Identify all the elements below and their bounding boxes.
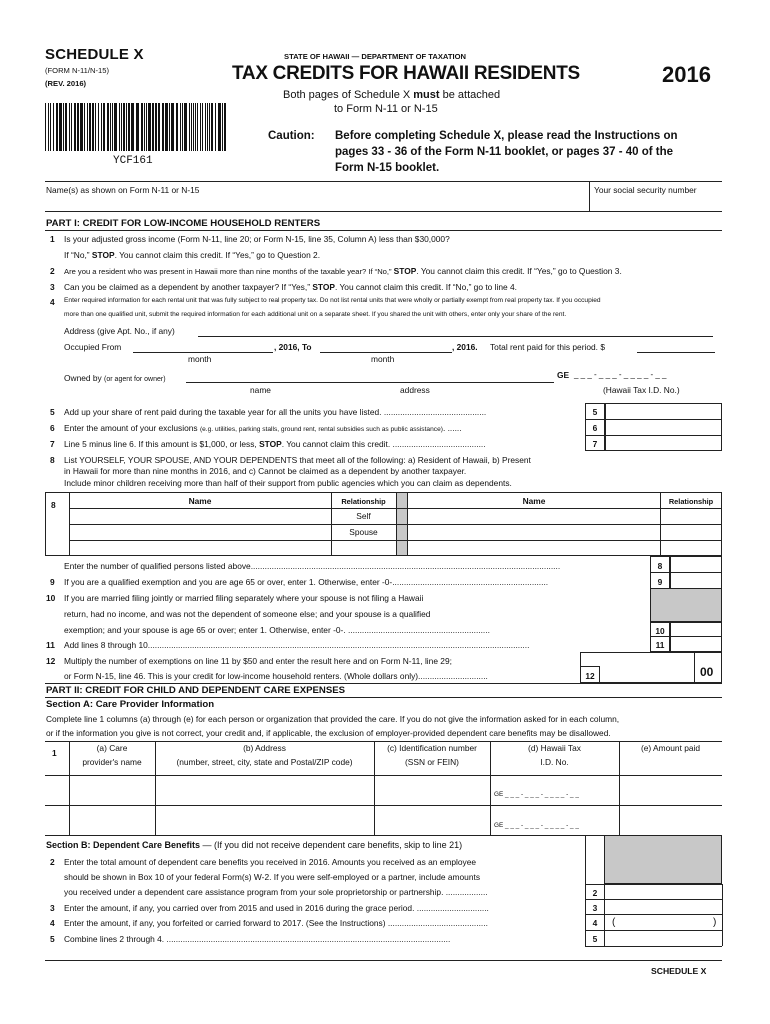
footer-schedule: SCHEDULE X: [651, 966, 707, 976]
cents-label: 00: [700, 665, 714, 679]
barcode-image: [45, 103, 227, 151]
line7-text: Line 5 minus line 6. If this amount is $1,000, or less, STOP. You cannot claim this credit. ........................................: [64, 439, 486, 449]
b4-box-label: 4: [592, 918, 598, 928]
provider-row-number: 1: [52, 748, 57, 758]
provider2-tax-id-input[interactable]: GE _ _ _ - _ _ _ - _ _ _ _ - _ _: [494, 822, 579, 829]
dependent-name-input[interactable]: [71, 542, 329, 555]
q2-number: 2: [50, 266, 55, 276]
line5-box-label: 5: [592, 407, 598, 417]
b3-amount-input[interactable]: [606, 901, 720, 913]
b5-number: 5: [50, 934, 55, 944]
line11-text: Add lines 8 through 10....................................................................................................................................................................: [64, 640, 530, 650]
b2-box-label: 2: [592, 888, 598, 898]
provider1-id-input[interactable]: [376, 777, 488, 803]
barcode-text: YCF161: [113, 155, 153, 167]
b2-text-3: you received under a dependent care assistance program from your sole proprietorship or partnership. ..................: [64, 887, 488, 897]
provider2-name-input[interactable]: [71, 807, 153, 833]
month-caption-1: month: [188, 354, 212, 364]
total-rent-input[interactable]: [637, 352, 715, 353]
section-b-shaded-area: [604, 835, 722, 884]
b2-text-2: should be shown in Box 10 of your federal Form(s) W-2. If you were self-employed or a partner, include amounts: [64, 872, 481, 882]
occupied-from-label: Occupied From: [64, 342, 122, 352]
q4-text-1: Enter required information for each rental unit that was fully subject to real property tax. Do not list rental units that were wholly or partially exempt from real property tax. If you occupied: [64, 297, 601, 304]
line8-number: 8: [50, 455, 55, 465]
line10-text-3: exemption; and your spouse is age 65 or over; enter 1. Otherwise, enter -0-. .............................................................: [64, 625, 490, 635]
owner-input[interactable]: [186, 382, 554, 383]
col-relationship2-header: Relationship: [668, 497, 714, 506]
section-a-title: Section A: Care Provider Information: [46, 699, 215, 710]
month-caption-2: month: [371, 354, 395, 364]
line7-amount-input[interactable]: [607, 437, 719, 449]
revision: (REV. 2016): [45, 79, 87, 88]
ssn-input[interactable]: [594, 195, 720, 209]
hawaii-tax-id-input[interactable]: _ _ _ - _ _ _ - _ _ _ _ - _ _: [574, 370, 667, 379]
b5-amount-input[interactable]: [606, 932, 720, 944]
col-a-header-2: provider's name: [82, 757, 142, 767]
caution-text-2: pages 33 - 36 of the Form N-11 booklet, or pages 37 - 40 of the: [335, 146, 674, 158]
b4-paren-right: ): [713, 917, 717, 928]
total-rent-label: Total rent paid for this period. $: [490, 342, 605, 352]
occupied-year-end: , 2016.: [452, 342, 478, 352]
line9-input[interactable]: [672, 574, 720, 586]
attach-note-2: to Form N-11 or N-15: [334, 103, 438, 115]
provider1-address-input[interactable]: [157, 777, 372, 803]
b4-paren-left: (: [612, 917, 616, 928]
self-label: Self: [356, 511, 371, 521]
owner-name-caption: name: [250, 385, 271, 395]
name-label: Name(s) as shown on Form N-11 or N-15: [46, 185, 200, 195]
b5-box-label: 5: [592, 934, 598, 944]
line8b-text: Enter the number of qualified persons listed above.....................................................................................................................................: [64, 561, 561, 571]
b4-text: Enter the amount, if any, you forfeited or carried forward to 2017. (See the Instructions) ...........................................: [64, 918, 488, 928]
line10-shaded-area: [650, 588, 722, 622]
spouse-name-input[interactable]: [71, 526, 329, 539]
caution-text-3: Form N-15 booklet.: [335, 162, 440, 174]
provider2-id-input[interactable]: [376, 807, 488, 833]
provider1-amount-input[interactable]: [621, 777, 720, 803]
b2-number: 2: [50, 857, 55, 867]
provider1-name-input[interactable]: [71, 777, 153, 803]
col-b-header-2: (number, street, city, state and Postal/ZIP code): [176, 757, 353, 767]
schedule-label: SCHEDULE X: [45, 46, 144, 63]
occupied-from-input[interactable]: [133, 352, 273, 353]
provider2-address-input[interactable]: [157, 807, 372, 833]
agency-name: STATE OF HAWAII — DEPARTMENT OF TAXATION: [284, 52, 466, 61]
col-c-header-2: (SSN or FEIN): [405, 757, 459, 767]
line9-box-label: 9: [657, 577, 663, 587]
barcode: [45, 103, 227, 151]
part2-instructions-1: Complete line 1 columns (a) through (e) for each person or organization that provided the care. If you do not give the information asked for in each column,: [46, 714, 620, 724]
line10-text-2: return, had no income, and was not the dependent of someone else; and your spouse is a qualified: [64, 609, 431, 619]
line11-number: 11: [46, 640, 55, 650]
form-number: (FORM N-11/N-15): [45, 66, 109, 75]
table-row-number: 8: [51, 500, 56, 510]
occupied-to-input[interactable]: [320, 352, 452, 353]
line6-amount-input[interactable]: [607, 421, 719, 433]
col-e-header: (e) Amount paid: [640, 743, 701, 753]
q1-text: Is your adjusted gross income (Form N-11, line 20; or Form N-15, line 35, Column A) less than $30,000?: [64, 234, 450, 244]
line5-number: 5: [50, 407, 55, 417]
line12-amount-input[interactable]: [601, 654, 692, 681]
b2-amount-input[interactable]: [606, 886, 720, 898]
line8-text-1: List YOURSELF, YOUR SPOUSE, AND YOUR DEPENDENTS that meet all of the following: a) Resident of Hawaii, b) Present: [64, 455, 531, 465]
owned-by-label: Owned by (or agent for owner): [64, 373, 166, 383]
col-d-header-1: (d) Hawaii Tax: [528, 743, 581, 753]
line5-text: Add up your share of rent paid during the taxable year for all the units you have listed. ............................................: [64, 407, 487, 417]
line10-box-label: 10: [655, 626, 665, 636]
tax-id-caption: (Hawaii Tax I.D. No.): [603, 385, 680, 395]
line10-text-1: If you are married filing jointly or married filing separately where your spouse is not filing a Hawaii: [64, 593, 424, 603]
provider1-tax-id-input[interactable]: GE _ _ _ - _ _ _ - _ _ _ _ - _ _: [494, 791, 579, 798]
b3-text: Enter the amount, if any, you carried over from 2015 and used in 2016 during the grace period. ...............................: [64, 903, 489, 913]
line12-box-label: 12: [585, 671, 595, 681]
line8b-input[interactable]: [672, 558, 720, 570]
address-label: Address (give Apt. No., if any): [64, 326, 175, 336]
provider2-amount-input[interactable]: [621, 807, 720, 833]
occupied-to-label: , 2016, To: [274, 342, 312, 352]
col-a-header-1: (a) Care: [96, 743, 128, 753]
col-name-header: Name: [188, 496, 212, 506]
form-title: TAX CREDITS FOR HAWAII RESIDENTS: [232, 63, 580, 84]
b2-text-1: Enter the total amount of dependent care benefits you received in 2016. Amounts you received as an employee: [64, 857, 477, 867]
col-c-header-1: (c) Identification number: [387, 743, 477, 753]
caution-text-1: Before completing Schedule X, please read the Instructions on: [335, 130, 678, 142]
line6-text: Enter the amount of your exclusions (e.g. utilities, parking stalls, ground rent, rental subsidies such as public assistance). ......: [64, 423, 462, 433]
ssn-label: Your social security number: [594, 185, 697, 195]
line5-amount-input[interactable]: [607, 405, 719, 417]
q4-text-2: more than one qualified unit, submit the required information for each additional unit on a separate sheet. If you shared the unit with others, enter only your share of the rent.: [64, 311, 567, 318]
b3-box-label: 3: [592, 903, 598, 913]
line12-number: 12: [46, 656, 56, 666]
col-d-header-2: I.D. No.: [540, 757, 569, 767]
line12-text-2: or Form N-15, line 46. This is your credit for low-income household renters. (Whole dollars only)..............................: [64, 671, 488, 681]
line8b-box-label: 8: [657, 561, 663, 571]
part1-title: PART I: CREDIT FOR LOW-INCOME HOUSEHOLD RENTERS: [46, 218, 321, 229]
line11-input[interactable]: [672, 638, 720, 650]
ge-prefix: GE: [557, 370, 570, 380]
q1-number: 1: [50, 234, 55, 244]
section-b-title: Section B: Dependent Care Benefits — (If you did not receive dependent care benefits, skip to line 21): [46, 840, 463, 850]
line6-number: 6: [50, 423, 55, 433]
self-name-input[interactable]: [71, 510, 329, 523]
line10-input[interactable]: [672, 624, 720, 635]
col-name2-header: Name: [522, 496, 546, 506]
line11-box-label: 11: [655, 640, 665, 650]
b4-amount-input[interactable]: [622, 916, 710, 928]
line7-box-label: 7: [592, 439, 598, 449]
address-input[interactable]: [198, 336, 713, 337]
line8-text-2: in Hawaii for more than nine months in 2016, and c) Cannot be claimed as a dependent by another taxpayer.: [64, 466, 467, 476]
q1-instruction: If “No,” STOP. You cannot claim this credit. If “Yes,” go to Question 2.: [64, 250, 321, 260]
owner-address-caption: address: [400, 385, 430, 395]
line12-text-1: Multiply the number of exemptions on line 11 by $50 and enter the result here and on Form N-11, line 29;: [64, 656, 452, 666]
caution-label: Caution:: [268, 130, 315, 142]
line10-number: 10: [46, 593, 56, 603]
tax-year: 2016: [662, 62, 711, 87]
spouse-label: Spouse: [349, 527, 378, 537]
line9-text: If you are a qualified exemption and you are age 65 or over, enter 1. Otherwise, enter -0-...................................................................: [64, 577, 549, 587]
line9-number: 9: [50, 577, 55, 587]
q2-text: Are you a resident who was present in Hawaii more than nine months of the taxable year? If “No,” STOP. You cannot claim this credit. If “Yes,” go to Question 3.: [64, 266, 622, 276]
part2-instructions-2: or if the information you give is not correct, your credit and, if applicable, the exclusion of employer-provided dependent care benefits may be disallowed.: [46, 728, 611, 738]
part2-title: PART II: CREDIT FOR CHILD AND DEPENDENT CARE EXPENSES: [46, 685, 346, 696]
attach-note-1: Both pages of Schedule X must be attached: [283, 89, 501, 101]
q3-text: Can you be claimed as a dependent by another taxpayer? If “Yes,” STOP. You cannot claim this credit. If “No,” go to line 4.: [64, 282, 517, 292]
b5-text: Combine lines 2 through 4. ..........................................................................................................................: [64, 934, 451, 944]
q4-number: 4: [50, 297, 55, 307]
line8-text-3: Include minor children receiving more than half of their support from public agencies which you can claim as dependents.: [64, 478, 512, 488]
col-relationship-header: Relationship: [341, 497, 386, 506]
b4-number: 4: [50, 918, 55, 928]
b3-number: 3: [50, 903, 55, 913]
line7-number: 7: [50, 439, 55, 449]
name-input[interactable]: [48, 195, 586, 209]
col-b-header-1: (b) Address: [243, 743, 286, 753]
q3-number: 3: [50, 282, 55, 292]
line6-box-label: 6: [592, 423, 598, 433]
